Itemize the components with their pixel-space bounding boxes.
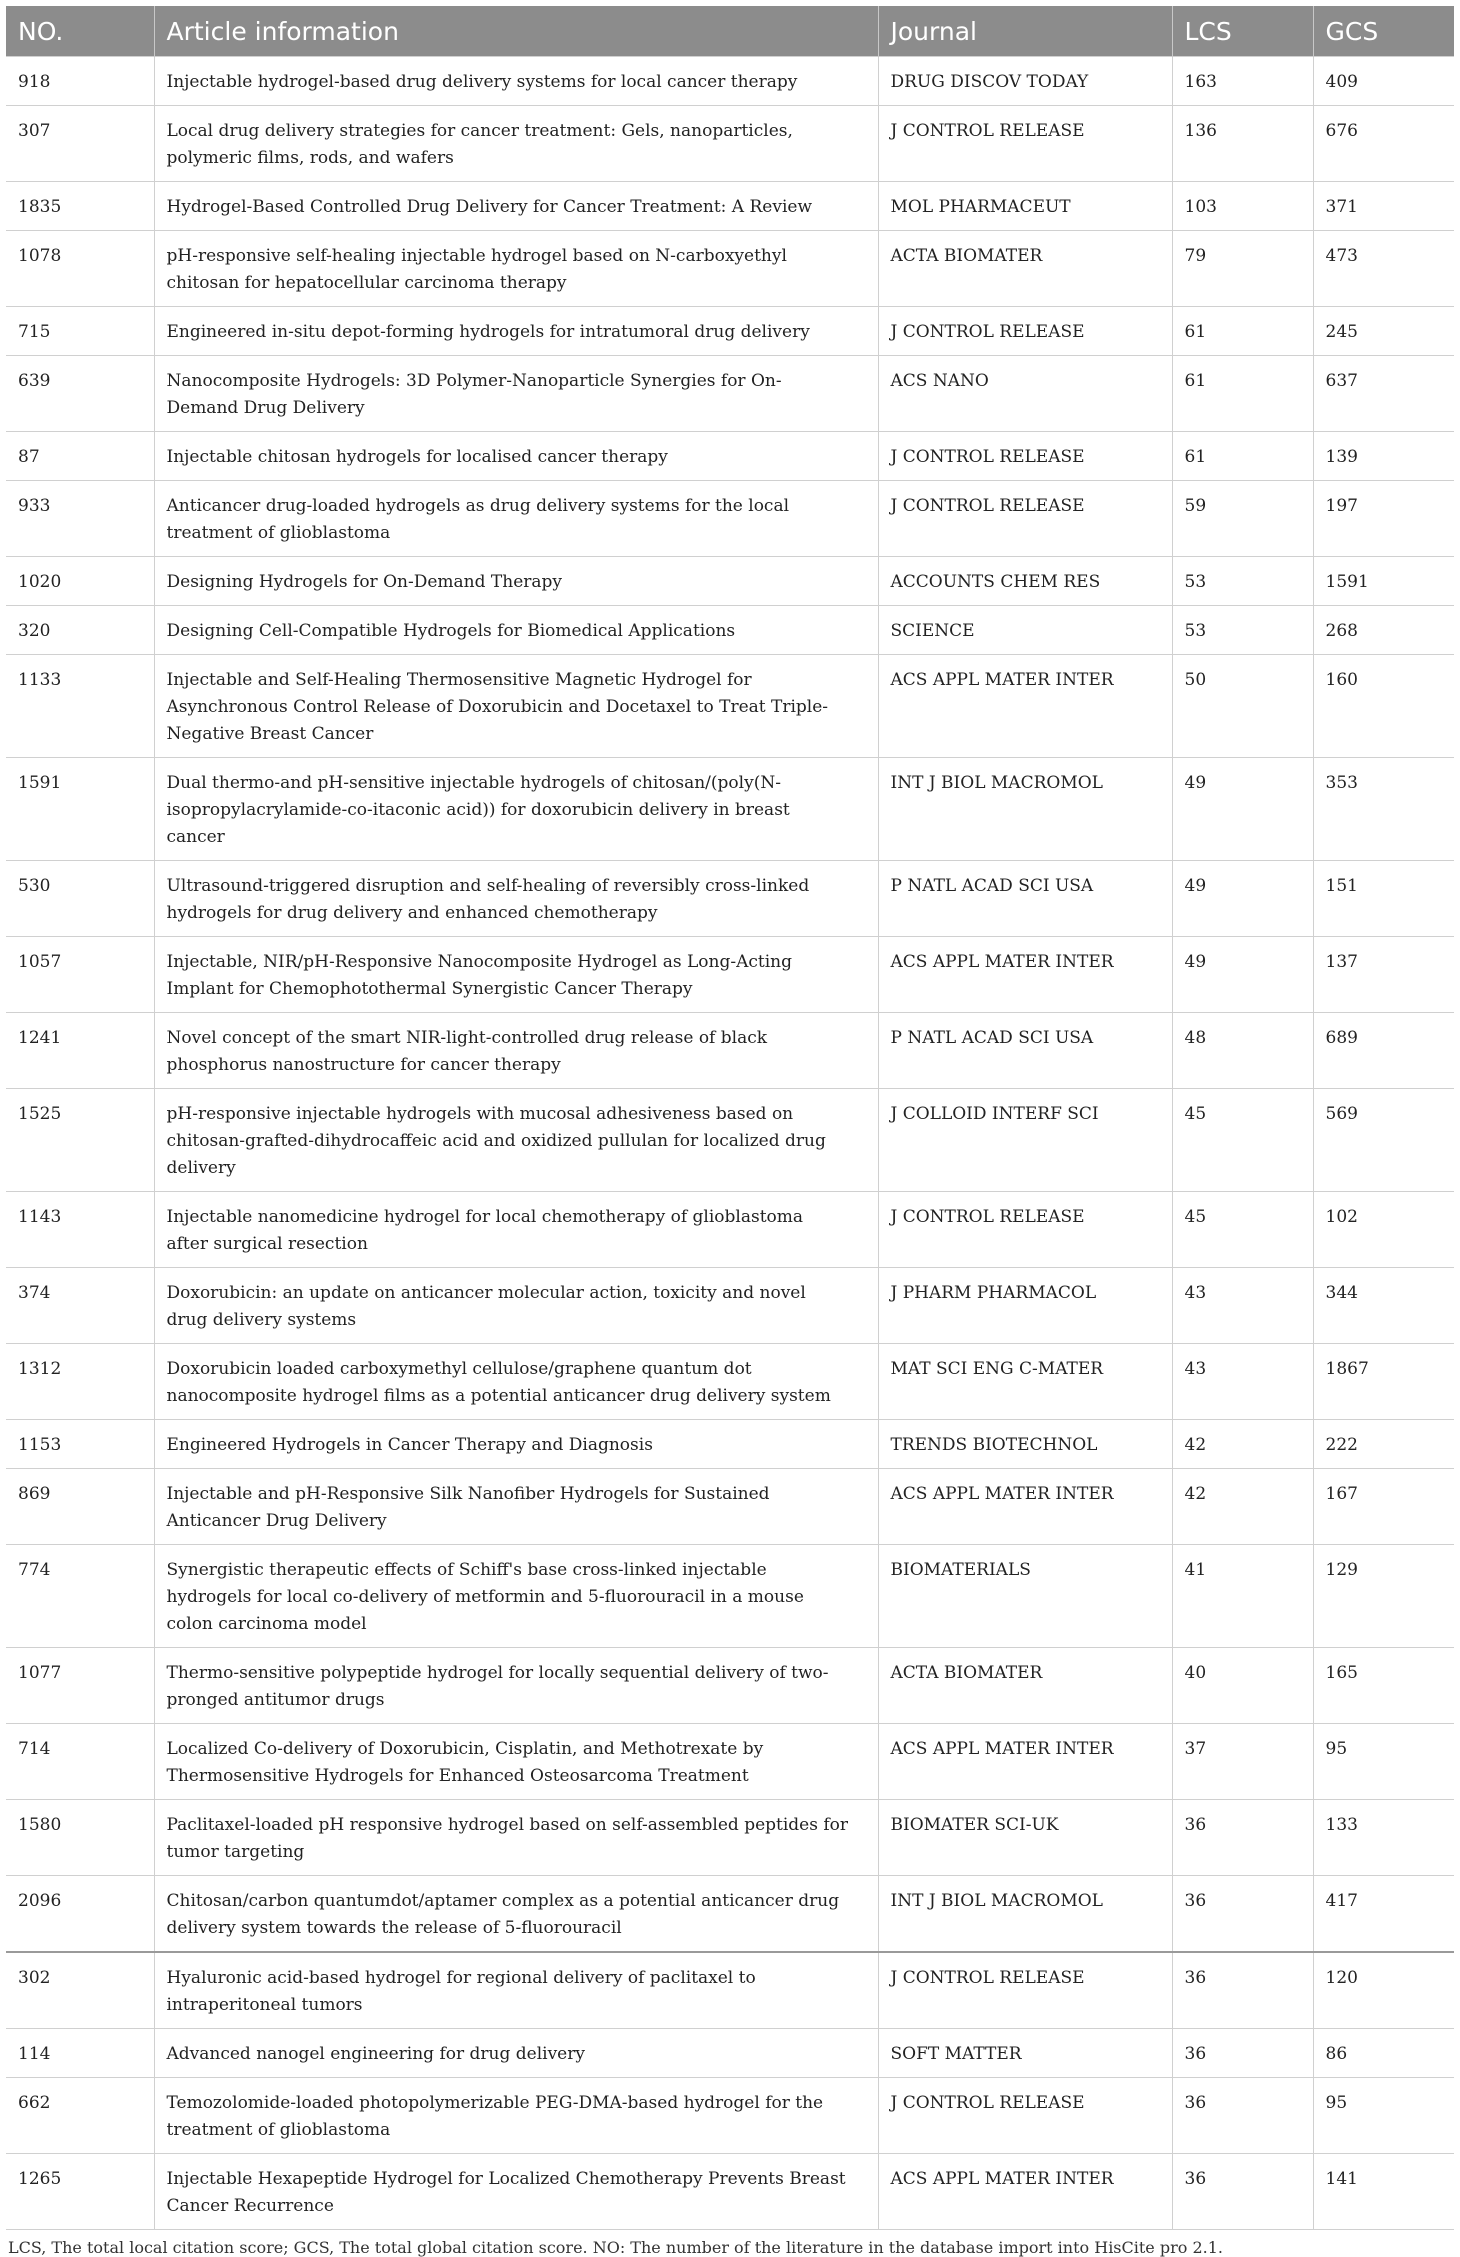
cell-no: 87: [6, 432, 154, 481]
cell-gcs: 371: [1313, 182, 1454, 231]
table-row: [6, 307, 1454, 356]
table-row: [6, 2154, 1454, 2230]
cell-article-information: Nanocomposite Hydrogels: 3D Polymer-Nanoparticle Synergies for On-Demand Drug Delivery: [154, 356, 878, 432]
cell-lcs: 36: [1172, 1800, 1313, 1876]
cell-no: 1580: [6, 1800, 154, 1876]
cell-no: 715: [6, 307, 154, 356]
cell-journal: INT J BIOL MACROMOL: [878, 758, 1172, 861]
cell-lcs: 59: [1172, 481, 1313, 557]
table-row: [6, 231, 1454, 307]
cell-no: 1057: [6, 937, 154, 1013]
cell-gcs: 129: [1313, 1545, 1454, 1648]
cell-article-information: Engineered in-situ depot-forming hydrogels for intratumoral drug delivery: [154, 307, 878, 356]
cell-journal: J CONTROL RELEASE: [878, 307, 1172, 356]
table-row: [6, 557, 1454, 606]
cell-journal: ACTA BIOMATER: [878, 1648, 1172, 1724]
cell-article-information: Local drug delivery strategies for cancer treatment: Gels, nanoparticles, polymeric films, rods, and wafers: [154, 106, 878, 182]
header-article-information: Article information: [154, 6, 878, 57]
cell-article-information: Injectable chitosan hydrogels for localised cancer therapy: [154, 432, 878, 481]
cell-gcs: 197: [1313, 481, 1454, 557]
cell-journal: J PHARM PHARMACOL: [878, 1268, 1172, 1344]
cell-no: 1153: [6, 1420, 154, 1469]
cell-no: 1078: [6, 231, 154, 307]
table-row: [6, 106, 1454, 182]
cell-lcs: 41: [1172, 1545, 1313, 1648]
cell-journal: DRUG DISCOV TODAY: [878, 57, 1172, 106]
cell-journal: ACS APPL MATER INTER: [878, 937, 1172, 1013]
cell-journal: ACS NANO: [878, 356, 1172, 432]
cell-gcs: 473: [1313, 231, 1454, 307]
cell-no: 918: [6, 57, 154, 106]
cell-article-information: Temozolomide-loaded photopolymerizable PEG-DMA-based hydrogel for the treatment of glioblastoma: [154, 2078, 878, 2154]
table-row: [6, 606, 1454, 655]
table-footnote: LCS, The total local citation score; GCS, The total global citation score. NO: The number of the literature in the database import into HisCite pro 2.1.: [8, 2238, 1223, 2257]
table-row: [6, 481, 1454, 557]
cell-article-information: Injectable hydrogel-based drug delivery systems for local cancer therapy: [154, 57, 878, 106]
cell-lcs: 49: [1172, 758, 1313, 861]
cell-gcs: 95: [1313, 1724, 1454, 1800]
cell-article-information: Designing Cell-Compatible Hydrogels for Biomedical Applications: [154, 606, 878, 655]
cell-journal: J CONTROL RELEASE: [878, 106, 1172, 182]
cell-article-information: Paclitaxel-loaded pH responsive hydrogel based on self-assembled peptides for tumor targeting: [154, 1800, 878, 1876]
cell-no: 307: [6, 106, 154, 182]
cell-no: 1525: [6, 1089, 154, 1192]
cell-journal: BIOMATER SCI-UK: [878, 1800, 1172, 1876]
cell-no: 714: [6, 1724, 154, 1800]
cell-article-information: Hydrogel-Based Controlled Drug Delivery for Cancer Treatment: A Review: [154, 182, 878, 231]
cell-journal: ACS APPL MATER INTER: [878, 1469, 1172, 1545]
cell-journal: J CONTROL RELEASE: [878, 1192, 1172, 1268]
table-row: [6, 1469, 1454, 1545]
cell-gcs: 1591: [1313, 557, 1454, 606]
cell-lcs: 45: [1172, 1089, 1313, 1192]
cell-gcs: 167: [1313, 1469, 1454, 1545]
cell-no: 374: [6, 1268, 154, 1344]
cell-gcs: 569: [1313, 1089, 1454, 1192]
cell-journal: MAT SCI ENG C-MATER: [878, 1344, 1172, 1420]
cell-no: 933: [6, 481, 154, 557]
cell-no: 2096: [6, 1876, 154, 1953]
cell-gcs: 409: [1313, 57, 1454, 106]
cell-gcs: 137: [1313, 937, 1454, 1013]
cell-lcs: 43: [1172, 1344, 1313, 1420]
cell-article-information: Localized Co-delivery of Doxorubicin, Cisplatin, and Methotrexate by Thermosensitive Hydrogels for Enhanced Osteosarcoma Treatment: [154, 1724, 878, 1800]
cell-lcs: 45: [1172, 1192, 1313, 1268]
table-row: [6, 1952, 1454, 2029]
cell-lcs: 36: [1172, 2029, 1313, 2078]
cell-journal: ACS APPL MATER INTER: [878, 655, 1172, 758]
cell-article-information: Thermo-sensitive polypeptide hydrogel for locally sequential delivery of two-pronged antitumor drugs: [154, 1648, 878, 1724]
cell-lcs: 53: [1172, 606, 1313, 655]
cell-gcs: 160: [1313, 655, 1454, 758]
cell-lcs: 136: [1172, 106, 1313, 182]
cell-lcs: 40: [1172, 1648, 1313, 1724]
cell-no: 1312: [6, 1344, 154, 1420]
cell-article-information: Advanced nanogel engineering for drug delivery: [154, 2029, 878, 2078]
cell-gcs: 637: [1313, 356, 1454, 432]
cell-journal: ACTA BIOMATER: [878, 231, 1172, 307]
header-lcs: LCS: [1172, 6, 1313, 57]
cell-journal: J COLLOID INTERF SCI: [878, 1089, 1172, 1192]
cell-gcs: 344: [1313, 1268, 1454, 1344]
cell-no: 114: [6, 2029, 154, 2078]
cell-no: 639: [6, 356, 154, 432]
cell-article-information: Engineered Hydrogels in Cancer Therapy and Diagnosis: [154, 1420, 878, 1469]
table-row: [6, 1800, 1454, 1876]
cell-article-information: Injectable nanomedicine hydrogel for local chemotherapy of glioblastoma after surgical resection: [154, 1192, 878, 1268]
cell-gcs: 676: [1313, 106, 1454, 182]
cell-gcs: 141: [1313, 2154, 1454, 2230]
citation-table-container: [6, 6, 1454, 2257]
table-row: [6, 1545, 1454, 1648]
cell-journal: INT J BIOL MACROMOL: [878, 1876, 1172, 1953]
cell-journal: SCIENCE: [878, 606, 1172, 655]
cell-article-information: Ultrasound-triggered disruption and self-healing of reversibly cross-linked hydrogels for drug delivery and enhanced chemotherapy: [154, 861, 878, 937]
table-row: [6, 57, 1454, 106]
cell-no: 774: [6, 1545, 154, 1648]
cell-gcs: 353: [1313, 758, 1454, 861]
cell-no: 302: [6, 1952, 154, 2029]
table-row: [6, 2078, 1454, 2154]
cell-lcs: 61: [1172, 432, 1313, 481]
cell-article-information: Injectable, NIR/pH-Responsive Nanocomposite Hydrogel as Long-Acting Implant for Chemophotothermal Synergistic Cancer Therapy: [154, 937, 878, 1013]
cell-article-information: Doxorubicin: an update on anticancer molecular action, toxicity and novel drug delivery systems: [154, 1268, 878, 1344]
cell-gcs: 139: [1313, 432, 1454, 481]
cell-article-information: Injectable Hexapeptide Hydrogel for Localized Chemotherapy Prevents Breast Cancer Recurrence: [154, 2154, 878, 2230]
table-row: [6, 2029, 1454, 2078]
citation-table: [6, 6, 1454, 2230]
cell-no: 1591: [6, 758, 154, 861]
cell-lcs: 103: [1172, 182, 1313, 231]
cell-article-information: Injectable and Self-Healing Thermosensitive Magnetic Hydrogel for Asynchronous Control Release of Doxorubicin and Docetaxel to Treat Triple-Negative Breast Cancer: [154, 655, 878, 758]
header-no: NO.: [6, 6, 154, 57]
cell-gcs: 95: [1313, 2078, 1454, 2154]
table-row: [6, 758, 1454, 861]
cell-gcs: 133: [1313, 1800, 1454, 1876]
table-row: [6, 182, 1454, 231]
cell-no: 1143: [6, 1192, 154, 1268]
cell-article-information: Hyaluronic acid-based hydrogel for regional delivery of paclitaxel to intraperitoneal tumors: [154, 1952, 878, 2029]
cell-article-information: Anticancer drug-loaded hydrogels as drug delivery systems for the local treatment of glioblastoma: [154, 481, 878, 557]
table-row: [6, 937, 1454, 1013]
table-row: [6, 1268, 1454, 1344]
cell-gcs: 268: [1313, 606, 1454, 655]
cell-journal: J CONTROL RELEASE: [878, 481, 1172, 557]
cell-journal: J CONTROL RELEASE: [878, 1952, 1172, 2029]
header-gcs: GCS: [1313, 6, 1454, 57]
cell-lcs: 43: [1172, 1268, 1313, 1344]
header-journal: Journal: [878, 6, 1172, 57]
cell-article-information: Chitosan/carbon quantumdot/aptamer complex as a potential anticancer drug delivery system towards the release of 5-fluorouracil: [154, 1876, 878, 1953]
cell-lcs: 36: [1172, 1952, 1313, 2029]
table-row: [6, 1420, 1454, 1469]
cell-journal: TRENDS BIOTECHNOL: [878, 1420, 1172, 1469]
table-header: [6, 6, 1454, 57]
cell-gcs: 689: [1313, 1013, 1454, 1089]
table-row: [6, 861, 1454, 937]
cell-lcs: 49: [1172, 861, 1313, 937]
cell-article-information: Novel concept of the smart NIR-light-controlled drug release of black phosphorus nanostructure for cancer therapy: [154, 1013, 878, 1089]
cell-article-information: Injectable and pH-Responsive Silk Nanofiber Hydrogels for Sustained Anticancer Drug Delivery: [154, 1469, 878, 1545]
cell-lcs: 36: [1172, 2078, 1313, 2154]
cell-lcs: 53: [1172, 557, 1313, 606]
cell-lcs: 42: [1172, 1420, 1313, 1469]
cell-journal: P NATL ACAD SCI USA: [878, 861, 1172, 937]
cell-journal: MOL PHARMACEUT: [878, 182, 1172, 231]
cell-gcs: 151: [1313, 861, 1454, 937]
cell-no: 1265: [6, 2154, 154, 2230]
cell-lcs: 79: [1172, 231, 1313, 307]
cell-gcs: 86: [1313, 2029, 1454, 2078]
cell-gcs: 120: [1313, 1952, 1454, 2029]
cell-lcs: 49: [1172, 937, 1313, 1013]
cell-lcs: 61: [1172, 307, 1313, 356]
cell-no: 1241: [6, 1013, 154, 1089]
table-row: [6, 1089, 1454, 1192]
cell-lcs: 48: [1172, 1013, 1313, 1089]
table-body: [6, 57, 1454, 2230]
cell-no: 530: [6, 861, 154, 937]
cell-lcs: 36: [1172, 2154, 1313, 2230]
cell-journal: ACS APPL MATER INTER: [878, 1724, 1172, 1800]
cell-article-information: Synergistic therapeutic effects of Schiff's base cross-linked injectable hydrogels for local co-delivery of metformin and 5-fluorouracil in a mouse colon carcinoma model: [154, 1545, 878, 1648]
cell-gcs: 245: [1313, 307, 1454, 356]
cell-journal: J CONTROL RELEASE: [878, 432, 1172, 481]
cell-journal: BIOMATERIALS: [878, 1545, 1172, 1648]
cell-lcs: 50: [1172, 655, 1313, 758]
table-row: [6, 356, 1454, 432]
cell-no: 662: [6, 2078, 154, 2154]
cell-journal: P NATL ACAD SCI USA: [878, 1013, 1172, 1089]
cell-gcs: 222: [1313, 1420, 1454, 1469]
cell-lcs: 36: [1172, 1876, 1313, 1953]
cell-no: 1835: [6, 182, 154, 231]
cell-journal: ACCOUNTS CHEM RES: [878, 557, 1172, 606]
cell-lcs: 61: [1172, 356, 1313, 432]
cell-gcs: 1867: [1313, 1344, 1454, 1420]
table-row: [6, 1192, 1454, 1268]
cell-article-information: Dual thermo-and pH-sensitive injectable hydrogels of chitosan/(poly(N-isopropylacrylamide-co-itaconic acid)) for doxorubicin delivery in breast cancer: [154, 758, 878, 861]
cell-journal: J CONTROL RELEASE: [878, 2078, 1172, 2154]
cell-no: 869: [6, 1469, 154, 1545]
cell-gcs: 417: [1313, 1876, 1454, 1953]
cell-lcs: 37: [1172, 1724, 1313, 1800]
header-row: [6, 6, 1454, 57]
cell-gcs: 102: [1313, 1192, 1454, 1268]
cell-article-information: pH-responsive self-healing injectable hydrogel based on N-carboxyethyl chitosan for hepatocellular carcinoma therapy: [154, 231, 878, 307]
cell-journal: ACS APPL MATER INTER: [878, 2154, 1172, 2230]
cell-article-information: pH-responsive injectable hydrogels with mucosal adhesiveness based on chitosan-grafted-dihydrocaffeic acid and oxidized pullulan for localized drug delivery: [154, 1089, 878, 1192]
table-row: [6, 1648, 1454, 1724]
table-row: [6, 655, 1454, 758]
cell-lcs: 42: [1172, 1469, 1313, 1545]
table-row: [6, 1344, 1454, 1420]
cell-no: 320: [6, 606, 154, 655]
cell-article-information: Doxorubicin loaded carboxymethyl cellulose/graphene quantum dot nanocomposite hydrogel films as a potential anticancer drug delivery system: [154, 1344, 878, 1420]
cell-article-information: Designing Hydrogels for On-Demand Therapy: [154, 557, 878, 606]
cell-journal: SOFT MATTER: [878, 2029, 1172, 2078]
table-row: [6, 1724, 1454, 1800]
table-row: [6, 1876, 1454, 1953]
table-row: [6, 432, 1454, 481]
cell-no: 1077: [6, 1648, 154, 1724]
cell-gcs: 165: [1313, 1648, 1454, 1724]
cell-no: 1020: [6, 557, 154, 606]
table-row: [6, 1013, 1454, 1089]
cell-lcs: 163: [1172, 57, 1313, 106]
cell-no: 1133: [6, 655, 154, 758]
